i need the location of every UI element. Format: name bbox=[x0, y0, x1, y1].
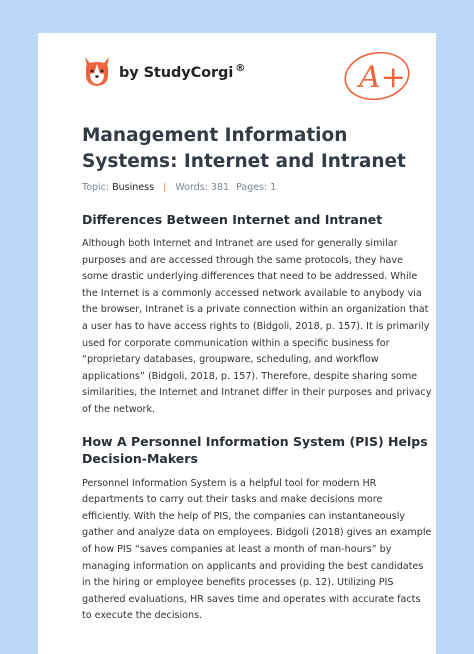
brand-name[interactable] bbox=[119, 63, 245, 81]
section-heading: Differences Between Internet and Intranet bbox=[82, 212, 383, 227]
meta-separator: | bbox=[163, 182, 167, 193]
section-paragraph: Although both Internet and Intranet are used for generally similar purposes and are accessed through the same protocols, they have some drastic underlying differences that need to be addressed. While the Internet is a commonly accessed network available to anybody via the browser, Intranet is a private connection within an organization that a user has to have access rights to (Bidgoli, 2018, p. 157). It is primarily used for corporate communication within a specific business for “proprietary databases, groupware, scheduling, and workflow applications” (Bidgoli, 2018, p. 157). Therefore, despite sharing some similarities, the Internet and Intranet differ in their purposes and privacy of the network. bbox=[82, 238, 432, 415]
page-count: Pages: 1 bbox=[236, 182, 277, 193]
brand-text: by StudyCorgi bbox=[119, 64, 234, 81]
registered-mark: ® bbox=[235, 63, 246, 74]
topic-label: Topic: bbox=[82, 182, 110, 193]
topic-link[interactable]: Business bbox=[112, 182, 155, 193]
document-content bbox=[82, 211, 432, 625]
header bbox=[82, 55, 436, 115]
document-page bbox=[38, 33, 436, 654]
word-count: Words: 381 bbox=[175, 182, 230, 193]
corgi-logo-icon bbox=[82, 55, 112, 87]
grade-a-plus-icon bbox=[340, 45, 414, 103]
page-title: Management Information Systems: Internet and Intranet bbox=[82, 125, 406, 172]
document-meta bbox=[82, 182, 276, 193]
section-paragraph: Personnel Information System is a helpful tool for modern HR departments to carry out their tasks and make decisions more efficiently. With the help of PIS, the companies can instantaneously gather and analyze data on employees. Bidgoli (2018) gives an example of how PIS “saves companies at least a month of man-hours” by managing information on applicants and providing the best candidates in the hiring or employee benefits processes (p. 12). Utilizing PIS gathered evaluations, HR saves time and operates with accurate facts to execute the decisions. bbox=[82, 477, 432, 622]
grade-text: A+ bbox=[359, 60, 406, 95]
section-heading: How A Personnel Information System (PIS) Helps Decision-Makers bbox=[82, 433, 428, 466]
